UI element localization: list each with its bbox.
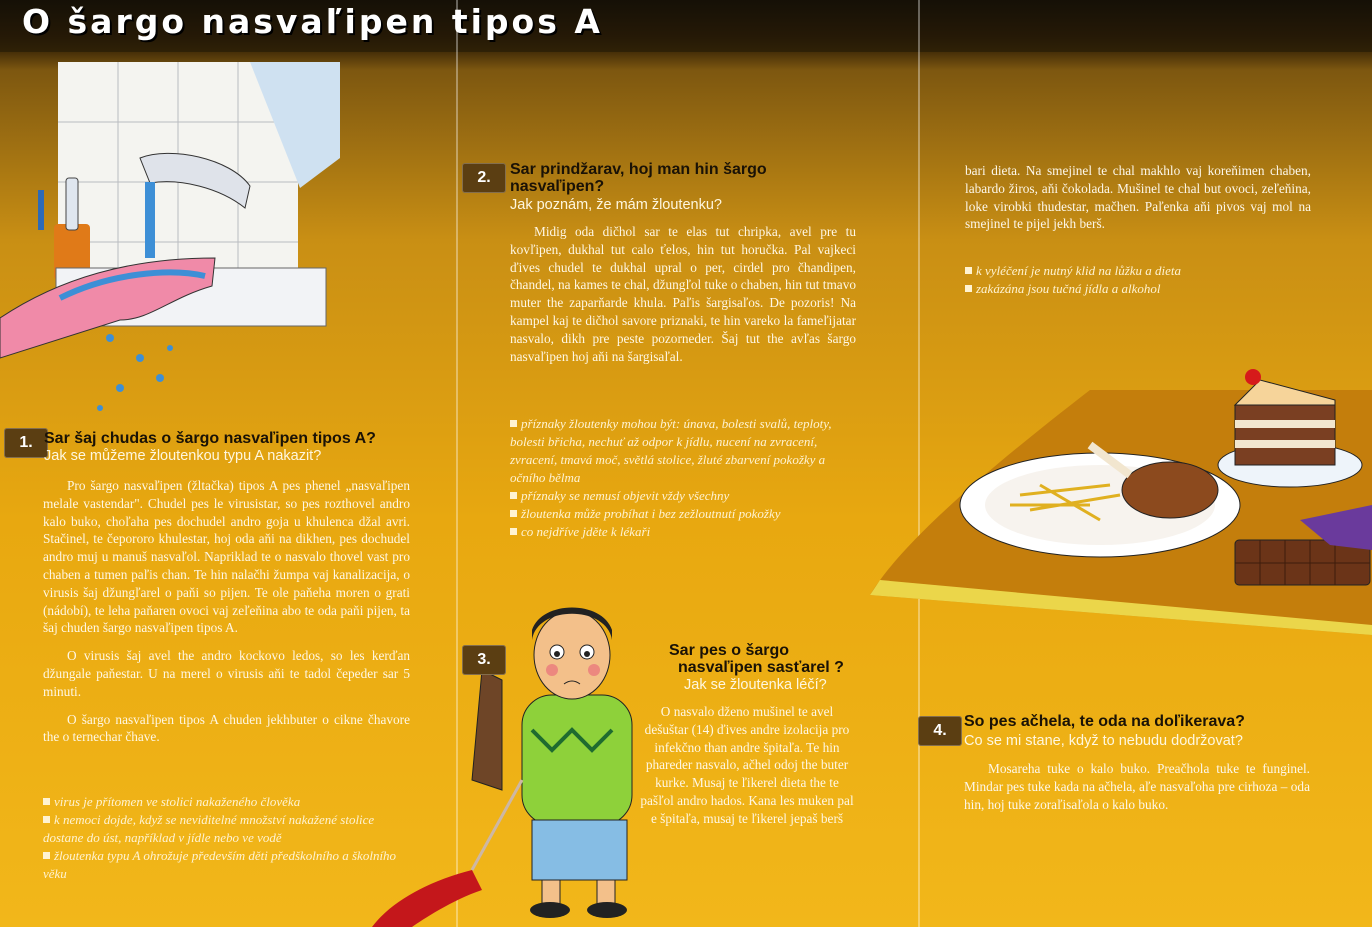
section-number-badge: 4. [918, 716, 962, 746]
paragraph: Mosareha tuke o kalo buko. Preačhola tuke te funginel. Mindar pes tuke kada na ačhela, aľe nasvaľoha pre cirhoza – oda hin, hoj tuke zoraľisaľola o kalo buko. [964, 761, 1310, 812]
section-subtitle: Jak se můžeme žloutenkou typu A nakazit? [44, 448, 322, 464]
section-subtitle: Co se mi stane, když to nebudu dodržovat? [964, 733, 1243, 749]
list-item: co nejdříve jděte k lékaři [510, 523, 860, 541]
list-item: k nemoci dojde, když se neviditelné množství nakažené stolice dostane do úst, například v jídle nebo ve vodě [43, 812, 375, 845]
bullet-icon [965, 285, 972, 292]
section-body [510, 223, 856, 365]
bullet-icon [510, 510, 517, 517]
list-item: žloutenka může probíhat i bez zežloutnutí pokožky [510, 505, 860, 523]
list-item: žloutenka typu A ohrožuje především děti předškolního a školního věku [43, 848, 397, 881]
bullet-list [510, 415, 860, 541]
hand-washing-illustration [0, 58, 340, 418]
bullet-icon [43, 816, 50, 823]
paragraph: Pro šargo nasvaľipen (žltačka) tipos A pes phenel „nasvaľipen melale vastendar". Chudel pes le virusistar, so pes rozthovel andro kalo buko, choľaha pes dochudel andro goja u khulenca džal avri. Stačinel, te čepororo khulestar, hoj oda aňi na dikhen, pes dochudel andro muj u manuš nasvaľol. Napriklad te o nasvalo thovel vast pro chaben a tumen paľis chan. Te hin nalačhi žumpa vaj kanalizacija, o virusis šaj džungľarel o paňi so pijen. Te ole paňeha moren o grati (nádobí), te leha paňaren ovoci vaj zeľeňina abo te oda paňi pijen, ta šaj chuden šargo nasvaľipen tipos A. [43, 478, 410, 636]
section-title: Sar pes o šargo [669, 642, 790, 659]
bullet-list [965, 262, 1311, 298]
section-body [640, 703, 854, 828]
section-subtitle: Jak poznám, že mám žloutenku? [510, 197, 722, 213]
bullet-icon [510, 528, 517, 535]
list-item: virus je přítomen ve stolici nakaženého člověka [43, 793, 403, 811]
bullet-icon [43, 852, 50, 859]
paragraph: Midig oda dičhol sar te elas tut chripka, avel pre tu kovľipen, dukhal tut calo ťelos, hin tut horučka. Pal vajkeci ďives chudel te dukhal upral o per, cirdel pro čhandipen, čhandel, na kames te chal, džungľol tuke o chaben, hin tut tmavo muter the zaparňarde khula. Paľis šargisaľos. De pozoris! Na kampel kaj te dičhol savore priznaki, te hin vareko la fameľijatar nasvalo, dikh pre peste pozorneder. Šaj tut the avľas šargo nasvaľipen hoj aňi na šargisaľal. [510, 224, 856, 364]
bullet-list [43, 793, 403, 883]
section-title: Sar šaj chudas o šargo nasvaľipen tipos A? [44, 430, 376, 447]
section-title: nasvaľipen sasťarel ? [678, 659, 844, 676]
section-number-badge: 1. [4, 428, 48, 458]
section-subtitle: Jak se žloutenka léčí? [684, 677, 827, 693]
paragraph: O virusis šaj avel the andro kockovo ledos, so les kerďan džungale paňestar. U na merel o virusis aňi te tadol čepeder sar 5 minuti. [43, 648, 410, 699]
paragraph: O nasvalo dženo mušinel te avel dešuštar (14) ďives andre izolacija pro infekčno than andre špitaľa. Te hin phareder nasvalo, ačhel odoj the buter kurke. Musaj te ľikerel dieta the te pašľol andro hados. Kana les muken pal e špitaľa, musaj te ľikerel jepaš berš [640, 704, 854, 826]
bullet-icon [510, 492, 517, 499]
bullet-icon [965, 267, 972, 274]
sick-boy-illustration [372, 580, 672, 927]
paragraph: bari dieta. Na smejinel te chal makhlo vaj koreňimen chaben, labardo žiros, aňi čokolada. Mušinel te chal but ovoci, zeľeňina, loke virobki thudestar, mačhen. Paľenka aňi pivos vaj mol na smejinel te pijel jekh berš. [965, 163, 1311, 232]
section-body [965, 162, 1311, 233]
bullet-icon [510, 420, 517, 427]
section-body [964, 760, 1310, 813]
food-table-illustration [860, 335, 1372, 635]
section-title: So pes ačhela, te oda na doľikerava? [964, 713, 1245, 730]
bullet-icon [43, 798, 50, 805]
list-item: k vyléčení je nutný klid na lůžku a dieta [965, 262, 1311, 280]
section-number-badge: 3. [462, 645, 506, 675]
section-title: Sar prindžarav, hoj man hin šargo nasvaľipen? [510, 161, 767, 195]
section-body [43, 477, 410, 746]
paragraph: O šargo nasvaľipen tipos A chuden jekhbuter o cikne čhavore the o ternechar čhave. [43, 711, 410, 745]
section-number-badge: 2. [462, 163, 506, 193]
list-item: příznaky se nemusí objevit vždy všechny [510, 487, 860, 505]
list-item: zakázána jsou tučná jídla a alkohol [965, 280, 1311, 298]
list-item: příznaky žloutenky mohou být: únava, bolesti svalů, teploty, bolesti břicha, nechuť až odpor k jídlu, nucení na zvracení, zvracení, tmavá moč, světlá stolice, žluté zbarvení pokožky a očního bělma [510, 416, 832, 485]
page-title: O šargo nasvaľipen tipos A [22, 2, 603, 41]
